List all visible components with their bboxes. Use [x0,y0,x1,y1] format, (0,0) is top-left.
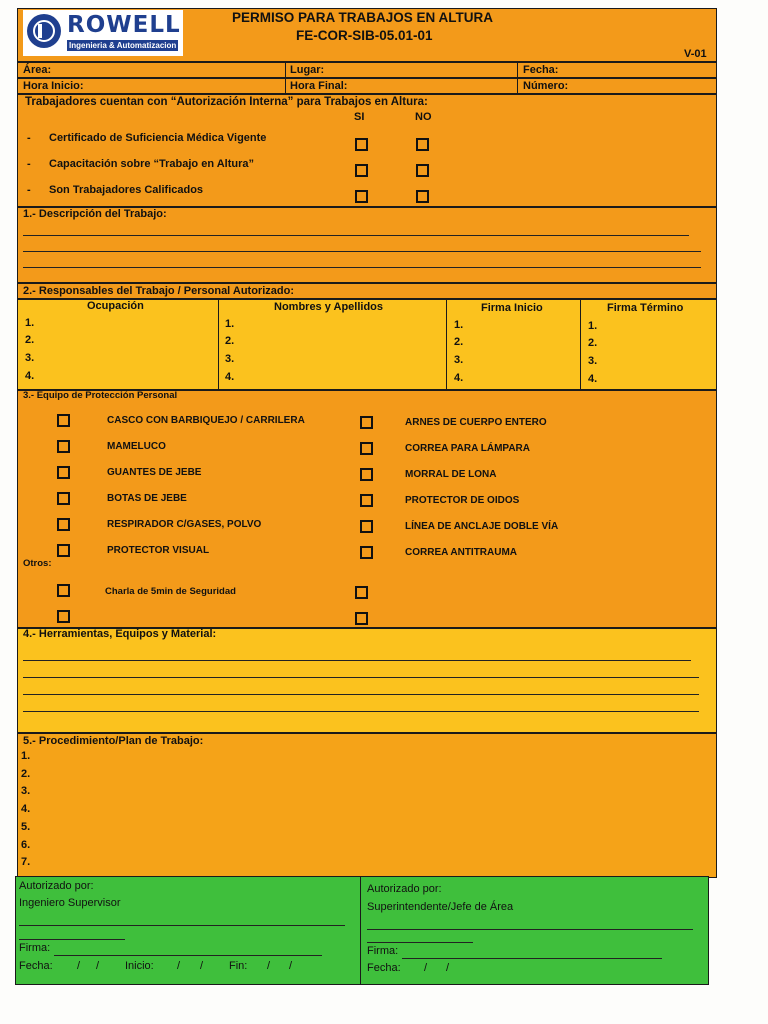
epp-item-linea-anclaje: LÍNEA DE ANCLAJE DOBLE VÍA [405,521,559,532]
left-firma-line[interactable] [54,955,322,956]
tools-line-2[interactable] [23,677,699,678]
auth-item-1: Certificado de Suficiencia Médica Vigente [49,132,267,144]
numero-label: Número: [523,80,569,92]
section-3-title: 3.- Equipo de Protección Personal [23,390,178,401]
date-separator: / [200,960,204,972]
right-auth-label: Autorizado por: [367,883,442,895]
step-number: 1. [21,750,31,762]
row-number: 3. [454,354,464,366]
section-5-title: 5.- Procedimiento/Plan de Trabajo: [23,735,204,747]
row-number: 4. [454,372,464,384]
right-firma-label: Firma: [367,945,399,957]
auth-item-1-si-checkbox[interactable] [355,138,368,151]
tools-line-3[interactable] [23,694,699,695]
row-number: 2. [454,336,464,348]
row-number: 4. [588,373,598,385]
row-number: 4. [25,370,35,382]
auth-item-2-si-checkbox[interactable] [355,164,368,177]
date-separator: / [96,960,100,972]
epp-item-botas: BOTAS DE JEBE [107,493,187,504]
auth-item-3-no-checkbox[interactable] [416,190,429,203]
lugar-label: Lugar: [290,64,325,76]
row-number: 2. [225,335,235,347]
logo-name: ROWELL [67,12,181,38]
auth-item-2: Capacitación sobre “Trabajo en Altura” [49,158,254,170]
company-logo [23,10,183,56]
step-number: 2. [21,768,31,780]
epp-item-guantes: GUANTES DE JEBE [107,467,202,478]
step-number: 3. [21,785,31,797]
auth-item-3-si-checkbox[interactable] [355,190,368,203]
step-number: 6. [21,839,31,851]
right-auth-role: Superintendente/Jefe de Área [367,901,514,913]
dash: - [27,158,31,170]
epp-checkbox[interactable] [360,494,373,507]
step-number: 4. [21,803,31,815]
inicio-label: Inicio: [125,960,154,972]
date-separator: / [177,960,181,972]
row-number: 3. [25,352,35,364]
logo-icon [27,14,61,48]
epp-checkbox[interactable] [57,518,70,531]
auth-item-3: Son Trabajadores Calificados [49,184,204,196]
epp-item-casco: CASCO CON BARBIQUEJO / CARRILERA [107,415,305,426]
date-separator: / [446,962,450,974]
dash: - [27,132,31,144]
charla-label: Charla de 5min de Seguridad [105,586,236,597]
auth-item-2-no-checkbox[interactable] [416,164,429,177]
epp-item-mameluco: MAMELUCO [107,441,166,452]
row-number: 2. [588,337,598,349]
left-auth-label: Autorizado por: [19,880,94,892]
authorization-footer [15,876,709,985]
hora-final-label: Hora Final: [290,80,348,92]
section-5 [17,733,717,878]
description-line-2[interactable] [23,251,701,252]
epp-item-protector-visual: PROTECTOR VISUAL [107,545,210,556]
epp-item-protector-oidos: PROTECTOR DE OIDOS [405,495,520,506]
row-number: 2. [25,334,35,346]
otros-checkbox[interactable] [355,586,368,599]
date-separator: / [289,960,293,972]
date-separator: / [267,960,271,972]
column-firma-inicio: Firma Inicio [481,302,543,314]
row-number: 4. [225,371,235,383]
epp-item-arnes: ARNES DE CUERPO ENTERO [405,417,547,428]
left-fecha-label: Fecha: [19,960,53,972]
left-firma-label: Firma: [19,942,51,954]
fields-row-1 [17,62,717,78]
fin-label: Fin: [229,960,248,972]
epp-item-respirador: RESPIRADOR C/GASES, POLVO [107,519,262,530]
epp-checkbox[interactable] [360,442,373,455]
row-number: 1. [25,317,35,329]
column-nombres: Nombres y Apellidos [274,301,384,313]
row-number: 1. [225,318,235,330]
otros-label: Otros: [23,558,52,569]
otros-checkbox[interactable] [57,584,70,597]
tools-line-4[interactable] [23,711,699,712]
epp-item-morral: MORRAL DE LONA [405,469,497,480]
row-number: 1. [454,319,464,331]
left-auth-role: Ingeniero Supervisor [19,897,121,909]
epp-checkbox[interactable] [57,440,70,453]
right-firma-line[interactable] [402,958,662,959]
section-4-title: 4.- Herramientas, Equipos y Material: [23,628,217,640]
step-number: 7. [21,856,31,868]
date-separator: / [77,960,81,972]
area-label: Área: [23,64,52,76]
dash: - [27,184,31,196]
form-code: FE-COR-SIB-05.01-01 [296,28,433,43]
epp-item-correa-lampara: CORREA PARA LÁMPARA [405,443,530,454]
epp-checkbox[interactable] [360,520,373,533]
form-version: V-01 [684,48,707,60]
left-name-line[interactable] [19,939,125,940]
column-ocupacion: Ocupación [87,300,144,312]
form-title: PERMISO PARA TRABAJOS EN ALTURA [232,10,494,25]
epp-checkbox[interactable] [57,544,70,557]
date-separator: / [424,962,428,974]
step-number: 5. [21,821,31,833]
tools-line-1[interactable] [23,660,691,661]
left-signature-line[interactable] [19,925,345,926]
row-number: 3. [225,353,235,365]
row-number: 1. [588,320,598,332]
section-1-title: 1.- Descripción del Trabajo: [23,208,167,220]
right-fecha-label: Fecha: [367,962,401,974]
epp-checkbox[interactable] [360,546,373,559]
auth-item-1-no-checkbox[interactable] [416,138,429,151]
epp-checkbox[interactable] [57,414,70,427]
description-line-3[interactable] [23,267,701,268]
section-2-title: 2.- Responsables del Trabajo / Personal Autorizado: [23,285,294,297]
otros-checkbox[interactable] [355,612,368,625]
epp-checkbox[interactable] [57,466,70,479]
right-signature-line[interactable] [367,929,693,930]
otros-checkbox[interactable] [57,610,70,623]
epp-checkbox[interactable] [360,468,373,481]
epp-checkbox[interactable] [360,416,373,429]
row-number: 3. [588,355,598,367]
authorization-title: Trabajadores cuentan con “Autorización Interna” para Trabajos en Altura: [25,96,428,108]
column-firma-termino: Firma Término [607,302,684,314]
logo-tagline: Ingenieria & Automatizacion [69,41,177,50]
fields-row-2 [17,78,717,94]
no-header: NO [415,111,432,123]
right-name-line[interactable] [367,942,473,943]
hora-inicio-label: Hora Inicio: [23,80,84,92]
epp-item-correa-antitrauma: CORREA ANTITRAUMA [405,547,518,558]
si-header: SI [354,111,365,123]
description-line-1[interactable] [23,235,689,236]
epp-checkbox[interactable] [57,492,70,505]
section-4 [17,628,717,733]
fecha-label: Fecha: [523,64,559,76]
